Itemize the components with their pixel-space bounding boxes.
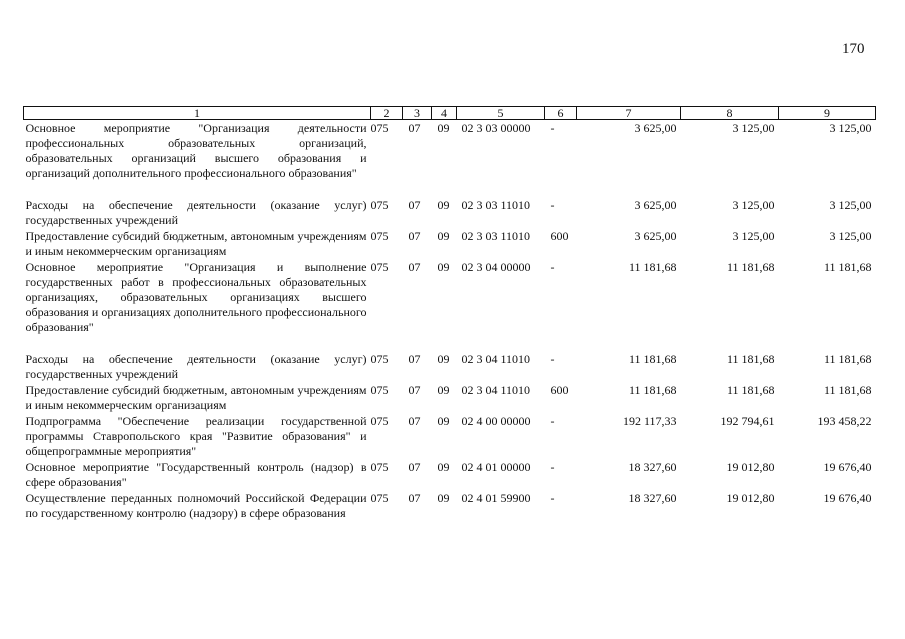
- row-amount-year1: 3 625,00: [634, 121, 677, 135]
- row-amount-year2: 192 794,61: [720, 414, 775, 428]
- row-section-code: 07: [408, 460, 421, 474]
- column-header-year1: 7: [577, 107, 681, 120]
- row-amount-year3: 19 676,40: [823, 491, 872, 505]
- row-amount-year3: 3 125,00: [829, 198, 872, 212]
- row-subsection-code: 09: [437, 198, 450, 212]
- row-amount-year2: 11 181,68: [726, 383, 775, 397]
- row-amount-year3: 3 125,00: [829, 229, 872, 243]
- row-gp-code: 075: [370, 491, 389, 505]
- row-subsection-code: 09: [437, 460, 450, 474]
- table-row: [24, 228, 876, 259]
- row-name: Основное мероприятие "Организация деятельности профессиональных образовательных организаций, образовательных организаций высшего образования и организаций дополнительного профессионального образования": [25, 121, 367, 180]
- row-gp-code: 075: [370, 352, 389, 366]
- column-header-r: 4: [432, 107, 457, 120]
- row-amount-year2: 3 125,00: [732, 198, 775, 212]
- row-section-code: 07: [408, 383, 421, 397]
- row-amount-year2: 3 125,00: [732, 121, 775, 135]
- row-subsection-code: 09: [437, 229, 450, 243]
- row-amount-year1: 3 625,00: [634, 229, 677, 243]
- row-amount-year1: 3 625,00: [634, 198, 677, 212]
- row-subsection-code: 09: [437, 491, 450, 505]
- row-amount-year2: 3 125,00: [732, 229, 775, 243]
- row-amount-year3: 11 181,68: [823, 260, 872, 274]
- row-name: Расходы на обеспечение деятельности (оказание услуг) государственных учреждений: [25, 198, 367, 227]
- row-expense-type: 600: [550, 229, 569, 243]
- row-expense-type: -: [550, 121, 555, 135]
- row-expense-type: -: [550, 352, 555, 366]
- table-row: [24, 490, 876, 521]
- row-subsection-code: 09: [437, 414, 450, 428]
- row-subsection-code: 09: [437, 121, 450, 135]
- row-subsection-code: 09: [437, 352, 450, 366]
- column-header-year2: 8: [681, 107, 779, 120]
- row-section-code: 07: [408, 414, 421, 428]
- row-amount-year1: 18 327,60: [628, 491, 677, 505]
- row-target-code: 02 3 03 00000: [461, 121, 531, 135]
- row-gp-code: 075: [370, 383, 389, 397]
- row-section-code: 07: [408, 491, 421, 505]
- table-row: [24, 197, 876, 228]
- row-target-code: 02 3 04 11010: [461, 383, 531, 397]
- row-gp-code: 075: [370, 414, 389, 428]
- table-row: [24, 382, 876, 413]
- row-amount-year1: 192 117,33: [622, 414, 677, 428]
- column-header-csr: 5: [457, 107, 545, 120]
- row-amount-year2: 19 012,80: [726, 491, 775, 505]
- row-expense-type: 600: [550, 383, 569, 397]
- row-name: Основное мероприятие "Государственный контроль (надзор) в сфере образования": [25, 460, 367, 489]
- row-name: Предоставление субсидий бюджетным, автономным учреждениям и иным некоммерческим организациям: [25, 229, 367, 258]
- row-amount-year2: 11 181,68: [726, 352, 775, 366]
- table-row: [24, 120, 876, 182]
- row-amount-year1: 11 181,68: [628, 260, 677, 274]
- row-section-code: 07: [408, 198, 421, 212]
- row-subsection-code: 09: [437, 383, 450, 397]
- row-amount-year3: 19 676,40: [823, 460, 872, 474]
- row-target-code: 02 4 01 59900: [461, 491, 531, 505]
- row-amount-year2: 11 181,68: [726, 260, 775, 274]
- row-amount-year3: 3 125,00: [829, 121, 872, 135]
- row-name: Основное мероприятие "Организация и выполнение государственных работ в профессиональных образовательных организациях, образовательных организациях высшего образования и организациях дополнительного профессионального образования": [25, 260, 367, 334]
- row-spacer: [24, 335, 876, 351]
- row-amount-year3: 11 181,68: [823, 383, 872, 397]
- table-row: [24, 351, 876, 382]
- table-row: [24, 259, 876, 335]
- row-target-code: 02 3 04 00000: [461, 260, 531, 274]
- row-amount-year1: 11 181,68: [628, 352, 677, 366]
- row-target-code: 02 4 00 00000: [461, 414, 531, 428]
- row-target-code: 02 3 03 11010: [461, 198, 531, 212]
- row-amount-year3: 11 181,68: [823, 352, 872, 366]
- row-name: Расходы на обеспечение деятельности (оказание услуг) государственных учреждений: [25, 352, 367, 381]
- table-header-row: [24, 107, 876, 120]
- row-gp-code: 075: [370, 460, 389, 474]
- row-name: Подпрограмма "Обеспечение реализации государственной программы Ставропольского края "Развитие образования" и общепрограммные мероприятия": [25, 414, 367, 458]
- row-section-code: 07: [408, 352, 421, 366]
- budget-table: [23, 106, 876, 521]
- row-gp-code: 075: [370, 229, 389, 243]
- row-gp-code: 075: [370, 121, 389, 135]
- row-amount-year3: 193 458,22: [817, 414, 872, 428]
- row-spacer: [24, 181, 876, 197]
- row-target-code: 02 4 01 00000: [461, 460, 531, 474]
- row-expense-type: -: [550, 414, 555, 428]
- row-gp-code: 075: [370, 198, 389, 212]
- row-expense-type: -: [550, 260, 555, 274]
- row-target-code: 02 3 03 11010: [461, 229, 531, 243]
- row-expense-type: -: [550, 460, 555, 474]
- row-gp-code: 075: [370, 260, 389, 274]
- column-header-gp: 2: [371, 107, 403, 120]
- column-header-name: 1: [24, 107, 371, 120]
- row-target-code: 02 3 04 11010: [461, 352, 531, 366]
- row-amount-year1: 18 327,60: [628, 460, 677, 474]
- column-header-vr: 6: [545, 107, 577, 120]
- table-row: [24, 413, 876, 459]
- page-number: 170: [842, 41, 865, 57]
- row-name: Предоставление субсидий бюджетным, автономным учреждениям и иным некоммерческим организациям: [25, 383, 367, 412]
- row-name: Осуществление переданных полномочий Российской Федерации по государственному контролю (надзору) в сфере образования: [25, 491, 367, 520]
- row-section-code: 07: [408, 260, 421, 274]
- column-header-pz: 3: [403, 107, 432, 120]
- table-row: [24, 459, 876, 490]
- row-subsection-code: 09: [437, 260, 450, 274]
- row-amount-year2: 19 012,80: [726, 460, 775, 474]
- row-expense-type: -: [550, 198, 555, 212]
- row-section-code: 07: [408, 229, 421, 243]
- row-amount-year1: 11 181,68: [628, 383, 677, 397]
- column-header-year3: 9: [779, 107, 876, 120]
- row-expense-type: -: [550, 491, 555, 505]
- row-section-code: 07: [408, 121, 421, 135]
